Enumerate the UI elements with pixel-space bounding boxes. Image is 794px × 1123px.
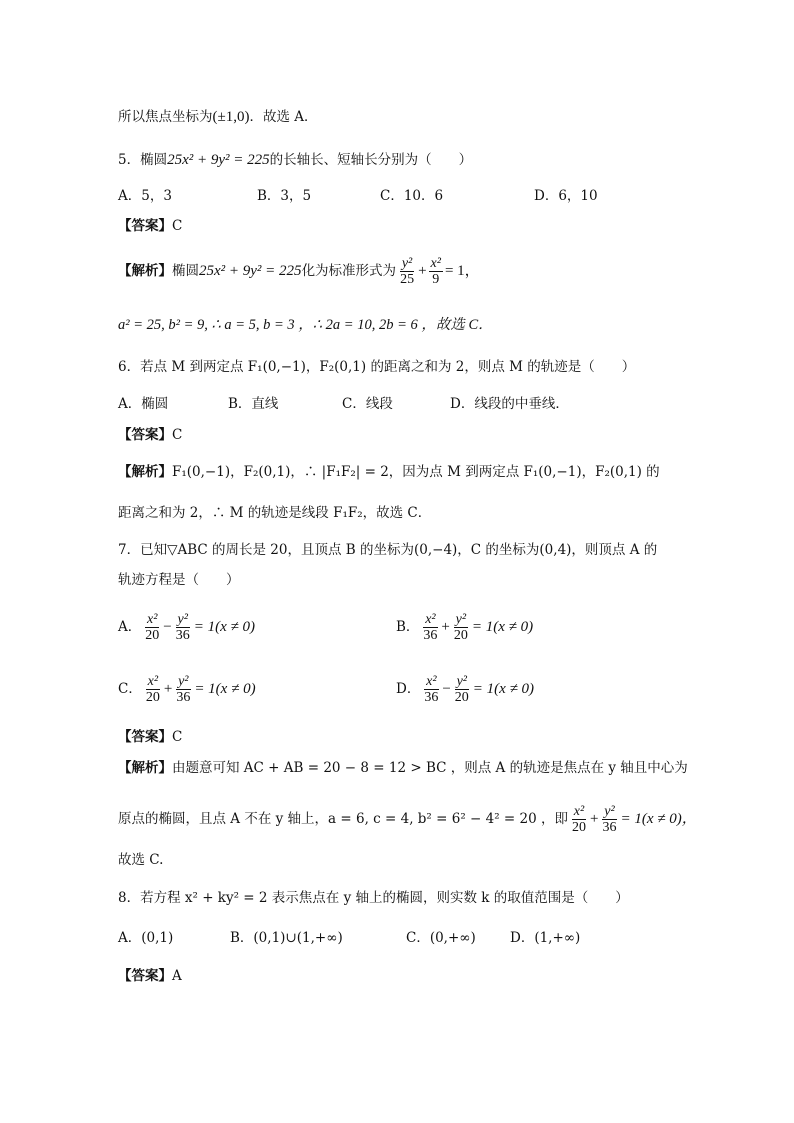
numerator: x²: [147, 612, 158, 627]
option-label: B．: [396, 619, 420, 635]
numerator: x²: [147, 674, 159, 689]
math: = 1(x ≠ 0)，: [620, 811, 697, 827]
question-7-line2: 轨迹方程是（ ）: [118, 572, 240, 588]
option-d: D．6，10: [534, 188, 598, 204]
option-c: C．线段: [342, 396, 393, 412]
q7-analysis: [118, 758, 688, 778]
q7-analysis-line3: 故选 C.: [118, 852, 164, 868]
question-6: 6．若点 M 到两定点 F₁(0,−1)，F₂(0,1) 的距离之和为 2，则点 M 的轨迹是（ ）: [118, 359, 636, 375]
math: = 1(x ≠ 0): [194, 681, 256, 697]
math: = 1(x ≠ 0): [471, 619, 534, 635]
q6-analysis-line2: 距离之和为 2，∴ M 的轨迹是线段 F₁F₂，故选 C．: [118, 505, 432, 521]
option-c: C．10．6: [380, 188, 444, 204]
analysis-label: 【解析】: [118, 464, 172, 480]
answer-value: A: [172, 968, 182, 984]
text: F₁(0,−1)，F₂(0,1)，∴ |F₁F₂| = 2，因为点 M 到两定点 F₁(0,−1)，F₂(0,1) 的: [172, 464, 660, 480]
numerator: y²: [456, 674, 467, 689]
q7-option-a: [118, 612, 255, 643]
denominator: 20: [572, 820, 586, 835]
denominator: 36: [423, 628, 438, 643]
question-text: 的长轴长、短轴长分别为（ ）: [269, 152, 473, 168]
option-label: D．: [396, 681, 421, 697]
q7-option-b: [396, 612, 533, 643]
q6-answer: [118, 425, 182, 445]
answer-label: 【答案】: [118, 968, 172, 984]
analysis-label: 【解析】: [118, 263, 172, 279]
answer-value: C: [172, 427, 183, 443]
denominator: 36: [424, 690, 439, 705]
text: 椭圆: [172, 263, 199, 279]
q7-option-d: [396, 674, 534, 705]
operator: −: [163, 619, 172, 635]
option-label: A．: [118, 619, 142, 635]
math: 25x² + 9y² = 225: [199, 263, 302, 279]
question-8: 8．若方程 x² + ky² = 2 表示焦点在 y 轴上的椭圆，则实数 k 的取值范围是（ ）: [118, 890, 629, 906]
denominator: 36: [602, 820, 617, 835]
numerator: x²: [425, 612, 436, 627]
denominator: 20: [454, 690, 469, 705]
denominator: 9: [432, 272, 440, 287]
denominator: 20: [145, 690, 160, 705]
question-number: 5．椭圆: [118, 152, 168, 168]
answer-label: 【答案】: [118, 218, 172, 234]
analysis-label: 【解析】: [118, 760, 172, 776]
numerator: y²: [604, 804, 615, 819]
option-a: A．(0,1): [118, 930, 174, 946]
fraction: [398, 256, 416, 287]
numerator: y²: [178, 674, 189, 689]
math: = 1(x ≠ 0): [193, 619, 255, 635]
text: 所以焦点坐标为: [118, 109, 213, 125]
option-label: C．: [118, 681, 142, 697]
text: 化为标准形式为: [301, 263, 397, 279]
q8-answer: [118, 966, 182, 986]
numerator: y²: [455, 612, 467, 627]
math: 25x² + 9y² = 225: [167, 152, 270, 168]
numerator: y²: [177, 612, 188, 627]
denominator: 25: [400, 272, 415, 287]
option-a: A．椭圆: [118, 396, 169, 412]
numerator: x²: [430, 256, 441, 271]
question-7: 7．已知▽ABC 的周长是 20，且顶点 B 的坐标为(0,−4)，C 的坐标为(0,4)，则顶点 A 的: [118, 542, 658, 558]
denominator: 36: [175, 628, 190, 643]
text: ．故选 A．: [249, 109, 318, 125]
answer-label: 【答案】: [118, 427, 172, 443]
answer-label: 【答案】: [118, 729, 172, 745]
q5-analysis-line2: a² = 25, b² = 9, ∴ a = 5, b = 3 ，∴ 2a = 10, 2b = 6 ，故选 C．: [118, 317, 493, 333]
numerator: x²: [426, 674, 437, 689]
answer-value: C: [172, 218, 183, 234]
operator: +: [163, 681, 173, 697]
math: = 1，: [444, 263, 480, 279]
math: (±1,0): [212, 109, 250, 125]
text: 原点的椭圆，且点 A 不在 y 轴上，a = 6, c = 4, b² = 6² − 4² = 20 ，即: [118, 811, 568, 827]
q6-analysis: [118, 462, 660, 482]
option-d: D．线段的中垂线．: [450, 396, 569, 412]
text: 由题意可知 AC + AB = 20 − 8 = 12 > BC ，则点 A 的轨迹是焦点在 y 轴且中心为: [172, 760, 688, 776]
option-b: B．直线: [228, 396, 279, 412]
denominator: 20: [145, 628, 160, 643]
option-d: D．(1,+∞): [510, 930, 581, 946]
operator: +: [441, 619, 450, 635]
denominator: 36: [176, 690, 191, 705]
operator: −: [442, 681, 451, 697]
option-c: C．(0,+∞): [406, 930, 476, 946]
question-5: [118, 150, 472, 170]
q7-option-c: [118, 674, 256, 705]
numerator: y²: [401, 256, 413, 271]
q5-answer: [118, 216, 182, 236]
option-b: B．3，5: [257, 188, 312, 204]
q5-analysis: 【解析】椭圆25x² + 9y² = 225化为标准形式为 $\frac{\text{y²}}{25}$ + $\frac{\text{x²}}{9}$ = 1，: [118, 256, 480, 287]
option-a: A．5，3: [118, 188, 172, 204]
q7-analysis-line2: 原点的椭圆，且点 A 不在 y 轴上，a = 6, c = 4, b² = 6² − 4² = 20 ，即 $\frac{\text{x²}}{20}$ + $\frac{\text{y²}}{36}$ = 1(x ≠ 0)，: [118, 804, 697, 835]
denominator: 20: [453, 628, 468, 643]
numerator: x²: [573, 804, 585, 819]
prev-conclusion: [118, 107, 318, 127]
answer-value: C: [172, 729, 183, 745]
option-b: B．(0,1)∪(1,+∞): [230, 930, 343, 946]
fraction: [429, 256, 443, 287]
math: = 1(x ≠ 0): [472, 681, 535, 697]
q7-answer: [118, 727, 182, 747]
